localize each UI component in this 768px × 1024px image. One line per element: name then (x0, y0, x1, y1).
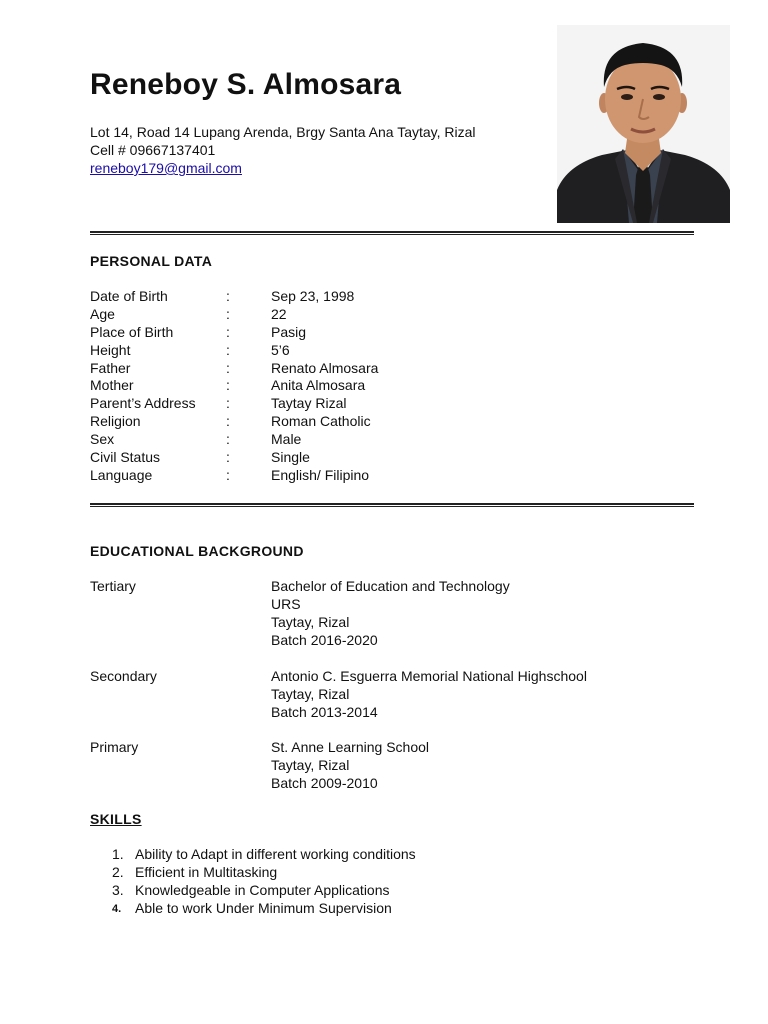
address-line: Lot 14, Road 14 Lupang Arenda, Brgy Santa Ana Taytay, Rizal (90, 124, 476, 140)
education-details (271, 739, 429, 793)
skill-item (112, 864, 612, 882)
skill-item (112, 846, 612, 864)
row-value: Anita Almosara (271, 377, 366, 394)
row-colon: : (226, 413, 230, 430)
row-colon: : (226, 466, 230, 483)
education-line: Taytay, Rizal (271, 685, 350, 702)
personal-data-row (90, 324, 690, 342)
row-label: Father (90, 359, 131, 376)
row-colon: : (226, 341, 230, 358)
skill-item (112, 882, 612, 900)
row-colon: : (226, 449, 230, 466)
row-colon: : (226, 395, 230, 412)
skill-number: 1. (112, 846, 124, 862)
row-label: Mother (90, 377, 134, 394)
row-value: Pasig (271, 323, 307, 340)
row-colon: : (226, 305, 230, 322)
education-line: Taytay, Rizal (271, 756, 350, 773)
row-label: Place of Birth (90, 323, 174, 340)
education-heading: EDUCATIONAL BACKGROUND (90, 543, 304, 559)
education-details (271, 578, 510, 650)
row-value: 5’6 (271, 341, 290, 358)
personal-data-row (90, 449, 690, 467)
section-divider (90, 503, 694, 507)
education-line: Batch 2016-2020 (271, 631, 378, 648)
row-value: Male (271, 431, 302, 448)
education-line: Antonio C. Esguerra Memorial National Highschool (271, 668, 587, 684)
personal-data-row (90, 413, 690, 431)
personal-data-row (90, 288, 690, 306)
row-label: Parent’s Address (90, 395, 196, 412)
education-line: Batch 2009-2010 (271, 774, 378, 791)
personal-data-row (90, 377, 690, 395)
skill-number: 2. (112, 863, 124, 880)
education-line: Batch 2013-2014 (271, 703, 378, 720)
personal-data-row (90, 360, 690, 378)
skill-item (112, 900, 612, 918)
personal-data-row (90, 467, 690, 485)
section-divider (90, 231, 694, 235)
applicant-name: Reneboy S. Almosara (90, 68, 402, 101)
skill-text: Able to work Under Minimum Supervision (135, 899, 392, 916)
personal-data-row (90, 395, 690, 413)
cell-number: Cell # 09667137401 (90, 142, 216, 158)
education-level: Primary (90, 739, 139, 755)
skill-number: 4. (112, 902, 122, 915)
education-line: URS (271, 595, 301, 612)
personal-data-heading: PERSONAL DATA (90, 253, 213, 269)
row-value: Roman Catholic (271, 413, 371, 430)
row-colon: : (226, 359, 230, 376)
education-line: St. Anne Learning School (271, 739, 430, 755)
row-value: Sep 23, 1998 (271, 288, 355, 304)
skill-text: Knowledgeable in Computer Applications (135, 881, 390, 898)
row-label: Age (90, 305, 115, 322)
email-link[interactable]: reneboy179@gmail.com (90, 160, 242, 176)
education-details (271, 668, 587, 722)
row-label: Civil Status (90, 449, 161, 466)
personal-data-row (90, 431, 690, 449)
row-label: Date of Birth (90, 288, 168, 304)
skills-list (112, 846, 612, 918)
row-colon: : (226, 377, 230, 394)
education-line: Bachelor of Education and Technology (271, 578, 510, 594)
profile-photo (557, 25, 730, 223)
row-value: Single (271, 449, 310, 466)
personal-data-row (90, 306, 690, 324)
row-label: Language (90, 466, 153, 483)
skills-heading: SKILLS (90, 811, 142, 827)
education-level: Secondary (90, 668, 157, 684)
row-label: Height (90, 341, 131, 358)
row-value: 22 (271, 305, 287, 322)
education-level: Tertiary (90, 578, 136, 594)
row-label: Sex (90, 431, 115, 448)
row-label: Religion (90, 413, 141, 430)
row-value: English/ Filipino (271, 466, 370, 483)
row-colon: : (226, 431, 230, 448)
contact-info (90, 123, 476, 177)
row-value: Renato Almosara (271, 359, 379, 376)
row-colon: : (226, 288, 230, 304)
row-value: Taytay Rizal (271, 395, 347, 412)
education-entry-primary (90, 739, 690, 793)
skill-text: Efficient in Multitasking (135, 863, 278, 880)
skill-number: 3. (112, 881, 124, 898)
personal-data-table (90, 288, 690, 485)
education-entry-tertiary (90, 578, 690, 650)
row-colon: : (226, 323, 230, 340)
personal-data-row (90, 342, 690, 360)
education-entry-secondary (90, 668, 690, 722)
education-line: Taytay, Rizal (271, 613, 350, 630)
skill-text: Ability to Adapt in different working conditions (135, 846, 416, 862)
